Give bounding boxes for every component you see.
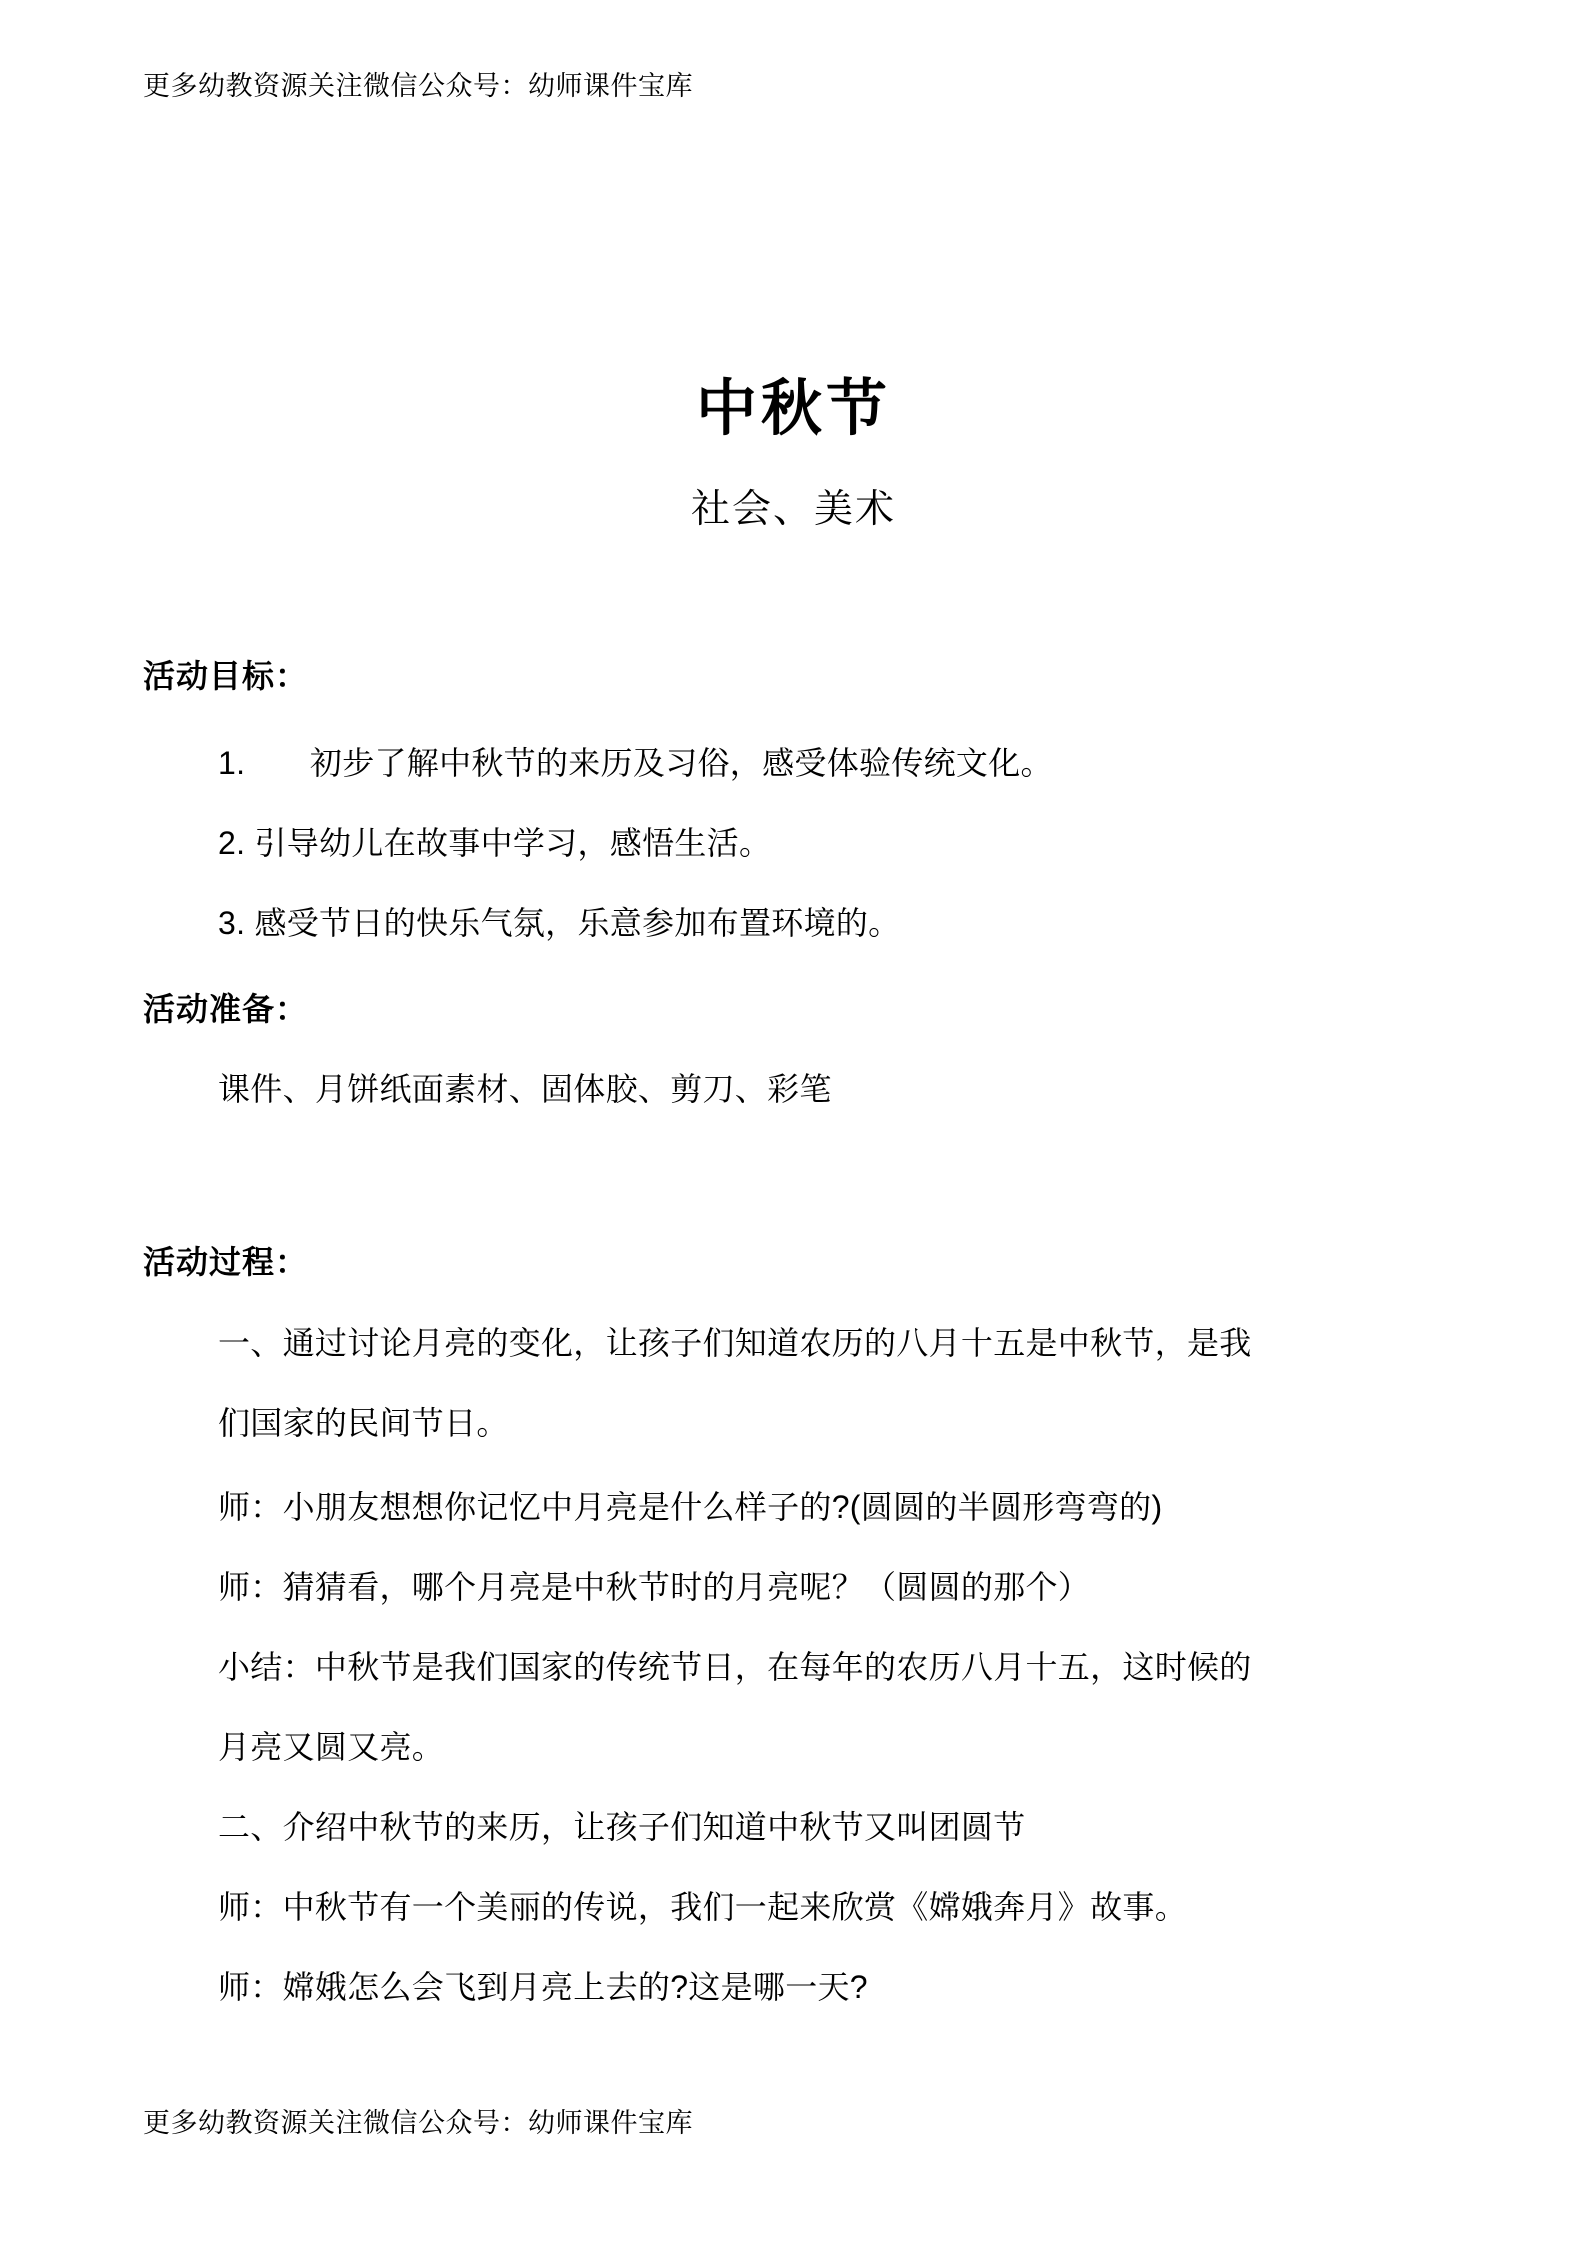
page-title-wrapper	[0, 374, 1587, 442]
section-heading-process: 活动过程：	[143, 1244, 309, 1280]
preparation-item-1: 课件、月饼纸面素材、固体胶、剪刀、彩笔	[218, 1071, 832, 1107]
process-line-9: 师：嫦娥怎么会飞到月亮上去的?这是哪一天?	[218, 1969, 868, 2005]
process-line-7: 二、介绍中秋节的来历，让孩子们知道中秋节又叫团圆节	[218, 1809, 1026, 1845]
process-line-2: 们国家的民间节日。	[218, 1405, 509, 1441]
page-subtitle-wrapper	[0, 490, 1587, 529]
running-header: 更多幼教资源关注微信公众号：幼师课件宝库	[143, 71, 693, 101]
section-heading-objectives: 活动目标：	[143, 658, 309, 694]
running-footer: 更多幼教资源关注微信公众号：幼师课件宝库	[143, 2108, 693, 2138]
page-title: 中秋节	[695, 374, 891, 442]
process-line-5: 小结：中秋节是我们国家的传统节日，在每年的农历八月十五，这时候的	[218, 1649, 1252, 1685]
page-subtitle: 社会、美术	[690, 488, 896, 531]
process-line-4: 师：猜猜看，哪个月亮是中秋节时的月亮呢？（圆圆的那个）	[218, 1569, 1091, 1605]
objective-item-2: 2. 引导幼儿在故事中学习，感悟生活。	[218, 825, 772, 861]
process-line-6: 月亮又圆又亮。	[218, 1729, 445, 1765]
objective-item-1: 1. 初步了解中秋节的来历及习俗，感受体验传统文化。	[218, 745, 1053, 781]
process-line-1: 一、通过讨论月亮的变化，让孩子们知道农历的八月十五是中秋节，是我	[218, 1325, 1252, 1361]
process-line-3: 师：小朋友想想你记忆中月亮是什么样子的?(圆圆的半圆形弯弯的)	[218, 1489, 1163, 1525]
process-line-8: 师：中秋节有一个美丽的传说，我们一起来欣赏《嫦娥奔月》故事。	[218, 1889, 1188, 1925]
section-heading-preparation: 活动准备：	[143, 991, 309, 1027]
objective-item-3: 3. 感受节日的快乐气氛，乐意参加布置环境的。	[218, 905, 901, 941]
